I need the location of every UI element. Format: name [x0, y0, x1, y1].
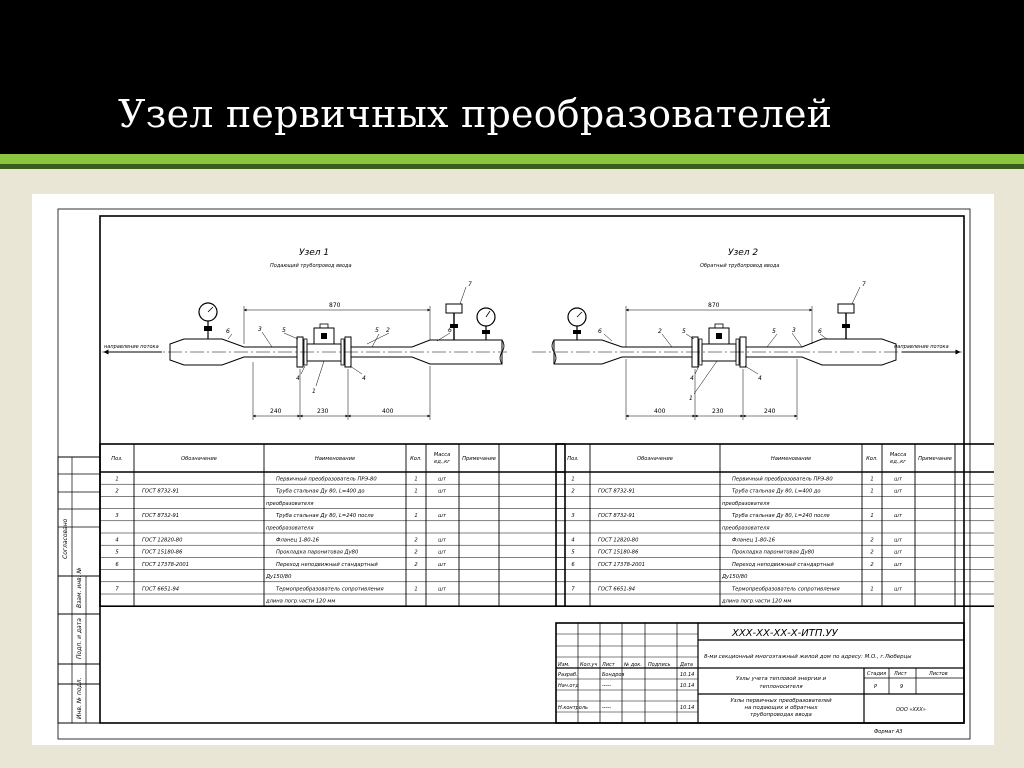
tb-hdr-sign: Подпись: [648, 662, 671, 668]
svg-text:1: 1: [312, 388, 316, 395]
spec-table-1-cell-name: Первичный преобразователь ПРЭ-80: [276, 476, 377, 483]
spec-table-1-cell-name: Фланец 1-80-16: [276, 537, 319, 544]
unit-1-drawing: [102, 248, 507, 420]
spec-table-2-hdr-mass: Масса ед.,кг: [889, 452, 907, 465]
spec-table-1-cell-unit: шт: [438, 488, 446, 495]
spec-table-1-cell-designation: ГОСТ 8732-91: [142, 488, 180, 495]
spec-table-1-cell-name: Ду150/80: [266, 574, 292, 581]
spec-table-2-cell-designation: ГОСТ 17378-2001: [598, 561, 645, 568]
spec-table-2-cell-name: Фланец 1-80-16: [732, 537, 775, 544]
spec-table-1-cell-unit: шт: [438, 537, 446, 544]
spec-table-2-cell-designation: ГОСТ 12820-80: [598, 537, 639, 544]
spec-table-2-cell-name: преобразователя: [722, 500, 770, 507]
spec-table-1-cell-pos: 5: [115, 549, 119, 556]
spec-table-1-cell-qty: 2: [414, 549, 418, 556]
unit-2-dim-b: 230: [712, 408, 724, 415]
spec-table-2-hdr-name: Наименование: [770, 456, 812, 462]
spec-table-1-cell-pos: 3: [115, 513, 119, 520]
spec-table-2-cell-qty: 1: [870, 476, 874, 483]
spec-table-1-cell-qty: 1: [414, 476, 418, 483]
spec-table-2-cell-unit: шт: [894, 513, 902, 520]
spec-table-1-hdr-mass: Масса ед.,кг: [433, 452, 451, 465]
spec-table-1-cell-qty: 1: [414, 488, 418, 495]
tb-format: Формат А3: [874, 729, 903, 735]
unit-2-dim-a: 400: [654, 408, 666, 415]
tb-hdr-doc: № док.: [624, 662, 642, 668]
spec-table-2-cell-unit: шт: [894, 586, 902, 593]
tb-sheet-label: Лист: [894, 671, 907, 677]
spec-table-2-hdr-qty: Кол.: [866, 456, 878, 462]
stamp-inventory-no: Инв. № подл.: [76, 677, 83, 719]
spec-table-2-cell-pos: 7: [571, 586, 575, 593]
svg-text:7: 7: [468, 281, 472, 288]
tb-chief-role: Нач.отд: [558, 683, 579, 689]
svg-text:6: 6: [598, 328, 602, 335]
spec-table-2-cell-name: Переход неподвижный стандартный: [732, 561, 834, 568]
unit-1-flow-label: направление потока: [104, 344, 159, 350]
spec-table-1-cell-name: Термопреобразователь сопротивления: [276, 586, 384, 593]
tb-sheet-title: Узлы первичных преобразователей на подающих и обратных трубопроводах ввода: [730, 698, 832, 718]
unit-1-subtitle: Подающий трубопровод ввода: [270, 263, 352, 269]
spec-table-1-cell-unit: шт: [438, 586, 446, 593]
unit-1-dim-c: 400: [382, 408, 394, 415]
spec-table-1-cell-pos: 7: [115, 586, 119, 593]
tb-company: ООО «ХХХ»: [896, 707, 926, 713]
accent-stripe-dark: [0, 164, 1024, 169]
spec-table-1-cell-name: длина погр.части 120 мм: [266, 598, 336, 605]
stamp-signature-date: Подп. и дата: [76, 618, 83, 659]
unit-1-dim-a: 240: [270, 408, 282, 415]
unit-2-overall-dim: 870: [708, 302, 720, 309]
spec-table-2-cell-designation: ГОСТ 8732-91: [598, 513, 636, 520]
tb-chief-name: -----: [602, 683, 612, 689]
svg-text:6: 6: [448, 327, 452, 334]
spec-table-1-cell-qty: 2: [414, 561, 418, 568]
spec-table-1-cell-name: Труба стальная Ду 80, L=240 после: [276, 513, 374, 520]
unit-2-title: Узел 2: [728, 248, 759, 258]
title-block-project: 8-ми секционный многоэтажный жилой дом по адресу: М.О., г.Люберцы: [704, 654, 912, 660]
spec-table-2-hdr-note: Примечание: [918, 456, 952, 462]
spec-table-2-cell-pos: 1: [571, 476, 575, 483]
tb-hdr-date: Дата: [680, 662, 693, 668]
tb-hdr-list: Лист: [602, 662, 615, 668]
spec-table-1-cell-designation: ГОСТ 12820-80: [142, 537, 183, 544]
spec-table-2-cell-unit: шт: [894, 476, 902, 483]
svg-text:5: 5: [682, 328, 686, 335]
tb-developer-name: Бондров: [602, 672, 625, 678]
svg-text:4: 4: [758, 375, 762, 382]
svg-text:3: 3: [258, 326, 262, 333]
spec-table-1-cell-pos: 4: [115, 537, 119, 544]
svg-text:6: 6: [818, 328, 822, 335]
spec-table-2-hdr-pos: Поз.: [567, 456, 579, 462]
spec-table-2-cell-qty: 1: [870, 488, 874, 495]
spec-table-2-cell-name: Труба стальная Ду 80, L=400 до: [732, 488, 821, 495]
side-stamp-column: [58, 457, 100, 723]
svg-text:5: 5: [772, 328, 776, 335]
spec-table-2-hdr-designation: Обозначение: [637, 456, 673, 462]
spec-table-1-cell-designation: ГОСТ 6651-94: [142, 586, 180, 593]
tb-sheet: 9: [900, 684, 904, 690]
spec-table-2-cell-name: длина погр.части 120 мм: [722, 598, 792, 605]
tb-control-role: Н.контроль: [558, 705, 588, 711]
tb-hdr-kol: Кол.уч: [580, 662, 598, 668]
accent-stripe: [0, 154, 1024, 164]
svg-text:3: 3: [792, 327, 796, 334]
spec-table-2-cell-pos: 5: [571, 549, 575, 556]
svg-text:5: 5: [282, 327, 286, 334]
spec-table-2-cell-unit: шт: [894, 537, 902, 544]
svg-text:6: 6: [226, 328, 230, 335]
spec-table-2-cell-name: Первичный преобразователь ПРЭ-80: [732, 476, 833, 483]
spec-table-2: [556, 444, 994, 606]
spec-table-2-cell-unit: шт: [894, 549, 902, 556]
spec-table-1-hdr-pos: Поз.: [111, 456, 123, 462]
title-block: [556, 623, 964, 735]
title-block-code: ХХХ-ХХ-ХХ-Х-ИТП.УУ: [732, 628, 838, 639]
spec-table-1-cell-unit: шт: [438, 549, 446, 556]
unit-2-drawing: [532, 248, 962, 420]
unit-1-overall-dim: 870: [329, 302, 341, 309]
spec-table-2-cell-qty: 2: [870, 561, 874, 568]
spec-table-1-cell-pos: 6: [115, 561, 119, 568]
engineering-drawing: [32, 194, 994, 745]
spec-table-1-cell-name: преобразователя: [266, 500, 314, 507]
spec-table-2-cell-pos: 3: [571, 513, 575, 520]
spec-table-2-cell-pos: 6: [571, 561, 575, 568]
spec-table-1-cell-qty: 2: [414, 537, 418, 544]
spec-table-2-cell-name: Термопреобразователь сопротивления: [732, 586, 840, 593]
svg-text:4: 4: [296, 375, 300, 382]
svg-text:5: 5: [375, 327, 379, 334]
unit-1-dim-b: 230: [317, 408, 329, 415]
tb-doc-title: Узлы учета тепловой энергии и теплоносителя: [735, 676, 827, 690]
spec-table-2-cell-unit: шт: [894, 488, 902, 495]
spec-table-2-cell-name: Прокладка паронитовая Ду80: [732, 549, 815, 556]
spec-table-2-cell-designation: ГОСТ 6651-94: [598, 586, 636, 593]
unit-2-subtitle: Обратный трубопровод ввода: [700, 263, 780, 269]
tb-control-name: -----: [602, 705, 612, 711]
spec-table-1-cell-qty: 1: [414, 513, 418, 520]
spec-table-2-cell-name: Труба стальная Ду 80, L=240 после: [732, 513, 830, 520]
svg-text:1: 1: [689, 395, 693, 402]
stamp-replaced-inv: Взам. инв. №: [76, 567, 83, 608]
spec-table-2-cell-name: Ду150/80: [722, 574, 748, 581]
spec-table-1-cell-name: Прокладка паронитовая Ду80: [276, 549, 359, 556]
svg-text:7: 7: [862, 281, 866, 288]
spec-table-2-cell-pos: 4: [571, 537, 575, 544]
spec-table-2-cell-qty: 2: [870, 549, 874, 556]
spec-table-1-cell-unit: шт: [438, 476, 446, 483]
tb-developer-date: 10.14: [680, 672, 695, 678]
spec-table-2-cell-designation: ГОСТ 8732-91: [598, 488, 636, 495]
spec-table-2-cell-name: преобразователя: [722, 525, 770, 532]
unit-1-title: Узел 1: [299, 248, 330, 258]
spec-table-1-cell-designation: ГОСТ 15180-86: [142, 549, 183, 556]
tb-developer-role: Разраб.: [558, 672, 578, 678]
tb-sheets-label: Листов: [929, 671, 948, 677]
unit-2-flow-label: направление потока: [894, 344, 949, 350]
svg-text:4: 4: [690, 375, 694, 382]
slide-title: Узел первичных преобразователей: [118, 92, 833, 136]
unit-2-dim-c: 240: [764, 408, 776, 415]
svg-text:2: 2: [658, 328, 662, 335]
tb-stage: Р: [874, 684, 878, 690]
svg-text:2: 2: [386, 327, 390, 334]
spec-table-1-hdr-designation: Обозначение: [181, 456, 217, 462]
spec-table-2-cell-qty: 1: [870, 586, 874, 593]
spec-table-1-cell-designation: ГОСТ 8732-91: [142, 513, 180, 520]
spec-table-2-cell-pos: 2: [571, 488, 575, 495]
spec-table-1-cell-name: Переход неподвижный стандартный: [276, 561, 378, 568]
spec-table-1-cell-designation: ГОСТ 17378-2001: [142, 561, 189, 568]
spec-table-2-cell-qty: 2: [870, 537, 874, 544]
spec-table-1-cell-name: Труба стальная Ду 80, L=400 до: [276, 488, 365, 495]
spec-table-1-cell-qty: 1: [414, 586, 418, 593]
spec-table-2-cell-qty: 1: [870, 513, 874, 520]
spec-table-1: [100, 444, 565, 606]
spec-table-1-cell-unit: шт: [438, 513, 446, 520]
spec-table-2-cell-unit: шт: [894, 561, 902, 568]
spec-table-1-hdr-qty: Кол.: [410, 456, 422, 462]
stamp-approved: Согласовано: [62, 518, 69, 559]
tb-stage-label: Стадия: [867, 671, 887, 677]
tb-hdr-izm: Изм.: [558, 662, 570, 668]
sheet-inner-frame: [100, 216, 964, 723]
tb-control-date: 10.14: [680, 705, 695, 711]
spec-table-1-cell-pos: 1: [115, 476, 119, 483]
spec-table-1-hdr-name: Наименование: [314, 456, 356, 462]
spec-table-1-hdr-note: Примечание: [462, 456, 496, 462]
svg-text:4: 4: [362, 375, 366, 382]
spec-table-1-cell-unit: шт: [438, 561, 446, 568]
spec-table-1-cell-name: преобразователя: [266, 525, 314, 532]
tb-chief-date: 10.14: [680, 683, 695, 689]
spec-table-1-cell-pos: 2: [115, 488, 119, 495]
spec-table-2-cell-designation: ГОСТ 15180-86: [598, 549, 639, 556]
